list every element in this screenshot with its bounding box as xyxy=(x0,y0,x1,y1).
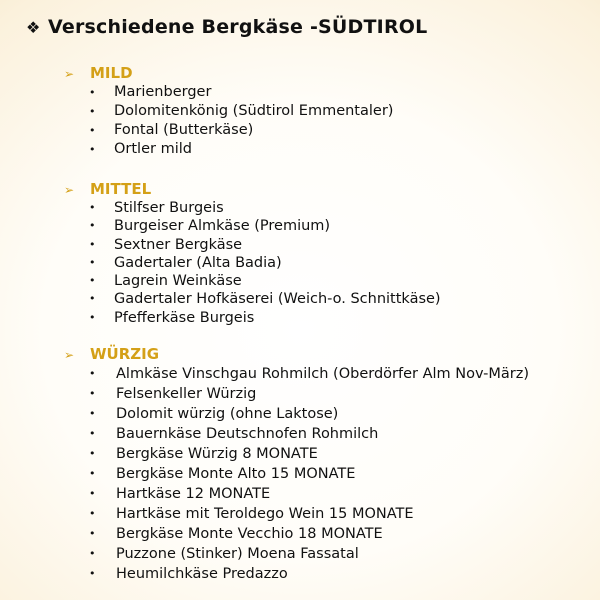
list-item: • Ortler mild xyxy=(89,141,192,157)
section-heading-text: WÜRZIG xyxy=(90,345,160,363)
list-item: • Hartkäse 12 MONATE xyxy=(89,486,271,502)
section-wuerzig xyxy=(64,344,530,584)
section-mild xyxy=(64,63,394,159)
arrow-bullet-icon: ➢ xyxy=(64,183,75,197)
list-item: • Bergkäse Monte Alto 15 MONATE xyxy=(89,466,356,482)
list-item: • Heumilchkäse Predazzo xyxy=(89,566,288,582)
bullet-dot-icon: • xyxy=(89,407,96,420)
bullet-dot-icon: • xyxy=(89,219,96,233)
diamond-bullet-icon: ❖ xyxy=(26,18,41,37)
list-item: • Pfefferkäse Burgeis xyxy=(89,309,255,326)
bullet-dot-icon: • xyxy=(89,105,96,118)
bullet-dot-icon: • xyxy=(89,367,96,380)
bullet-dot-icon: • xyxy=(89,201,96,214)
bullet-dot-icon: • xyxy=(89,143,96,156)
section-mittel xyxy=(64,179,441,327)
bullet-dot-icon: • xyxy=(89,237,96,251)
list-item: • Marienberger xyxy=(89,84,212,100)
cheese-list-mittel xyxy=(64,199,441,327)
section-heading-mild xyxy=(64,63,133,83)
cheese-list-wuerzig xyxy=(64,364,530,584)
page-title xyxy=(26,16,427,38)
list-item: • Sextner Bergkäse xyxy=(89,236,243,253)
arrow-bullet-icon: ➢ xyxy=(64,67,75,81)
bullet-dot-icon: • xyxy=(89,507,96,520)
bullet-dot-icon: • xyxy=(89,387,96,400)
section-heading-mittel xyxy=(64,179,151,199)
list-item: • Fontal (Butterkäse) xyxy=(89,122,254,138)
list-item: • Bauernkäse Deutschnofen Rohmilch xyxy=(89,426,379,442)
list-item: • Gadertaler Hofkäserei (Weich-o. Schnittkäse) xyxy=(89,291,441,308)
section-heading-text: MILD xyxy=(90,64,133,82)
list-item: • Dolomit würzig (ohne Laktose) xyxy=(89,406,339,422)
section-heading-text: MITTEL xyxy=(90,180,152,198)
bullet-dot-icon: • xyxy=(89,547,96,560)
bullet-dot-icon: • xyxy=(89,487,96,500)
list-item: • Almkäse Vinschgau Rohmilch (Oberdörfer Alm Nov-März) xyxy=(89,366,530,382)
list-item: • Hartkäse mit Teroldego Wein 15 MONATE xyxy=(89,506,414,522)
bullet-dot-icon: • xyxy=(89,124,96,137)
cheese-list-mild xyxy=(64,83,394,159)
list-item: • Felsenkeller Würzig xyxy=(89,386,257,402)
list-item: • Bergkäse Monte Vecchio 18 MONATE xyxy=(89,526,383,542)
list-item: • Gadertaler (Alta Badia) xyxy=(89,254,282,271)
page-title-text: Verschiedene Bergkäse -SÜDTIROL xyxy=(48,16,428,38)
bullet-dot-icon: • xyxy=(89,467,96,480)
list-item: • Puzzone (Stinker) Moena Fassatal xyxy=(89,546,359,562)
arrow-bullet-icon: ➢ xyxy=(64,348,75,362)
bullet-dot-icon: • xyxy=(89,274,96,288)
bullet-dot-icon: • xyxy=(89,292,96,306)
list-item: • Burgeiser Almkäse (Premium) xyxy=(89,218,331,235)
section-heading-wuerzig xyxy=(64,344,159,364)
bullet-dot-icon: • xyxy=(89,567,96,580)
bullet-dot-icon: • xyxy=(89,447,96,460)
bullet-dot-icon: • xyxy=(89,86,96,99)
list-item: • Lagrein Weinkäse xyxy=(89,273,242,290)
list-item: • Bergkäse Würzig 8 MONATE xyxy=(89,446,318,462)
bullet-dot-icon: • xyxy=(89,427,96,440)
list-item: • Stilfser Burgeis xyxy=(89,200,224,216)
list-item: • Dolomitenkönig (Südtirol Emmentaler) xyxy=(89,103,394,119)
bullet-dot-icon: • xyxy=(89,255,96,269)
bullet-dot-icon: • xyxy=(89,527,96,540)
bullet-dot-icon: • xyxy=(89,310,96,324)
